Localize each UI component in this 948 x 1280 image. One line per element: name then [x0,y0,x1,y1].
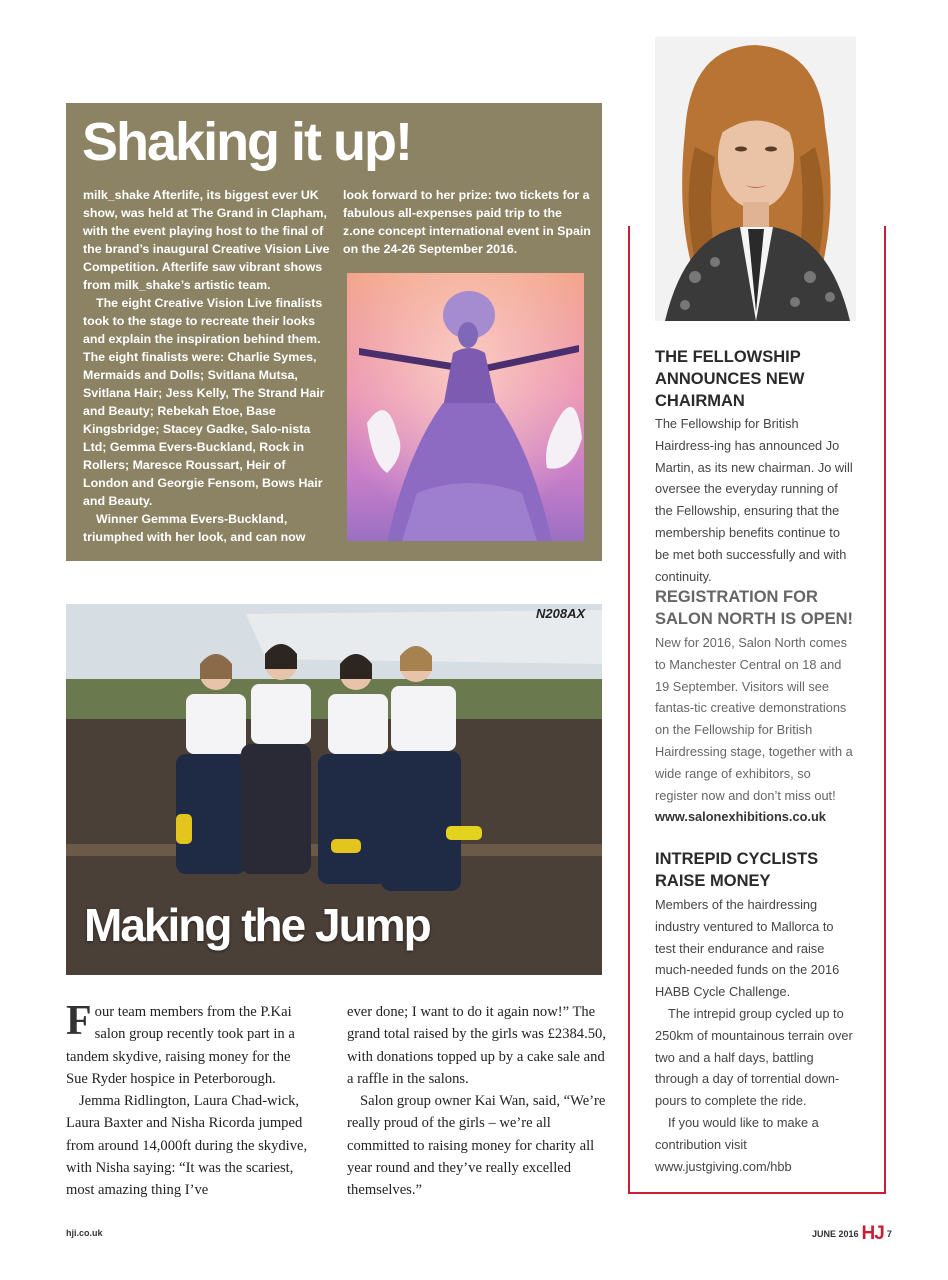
shaking-column-2 [343,186,593,258]
footer-issue-info [812,1224,892,1243]
shaking-it-up-box [66,103,602,561]
footer-site[interactable]: hji.co.uk [66,1228,103,1238]
footer-issue: JUNE 2016 [812,1228,859,1239]
shaking-column-1 [83,186,333,546]
jump-paragraph: ever done; I want to do it again now!” The grand total raised by the girls was £2384.50, with donations topped up by a cake sale and a raffle in the salons. [347,1004,606,1087]
jump-column-2 [347,1001,607,1202]
shaking-paragraph: look forward to her prize: two tickets for a fabulous all-expenses paid trip to the z.one concept international event in Spain on the 24-26 September 2016. [343,188,591,256]
fellowship-text [655,413,855,587]
skydive-team-photo [66,604,602,975]
jump-paragraph: our team members from the P.Kai salon group recently took part in a tandem skydive, raising money for the Sue Ryder hospice in Peterborough. [66,1004,295,1087]
shaking-paragraph: The eight Creative Vision Live finalists took to the stage to recreate their looks and explain the inspiration behind them. The eight finalists were: Charlie Symes, Mermaids and Dolls; Svitlana Mutsa, Svitlana Hair; Jess Kelly, The Strand Hair and Beauty; Rebekah Etoe, Base Kingsbridge; Stacey Gadke, Salo-nista Ltd; Gemma Evers-Buckland, Rock in Rollers; Maresce Roussart, Heir of London and Georgie Fensom, Bows Hair and Beauty. [83,296,325,508]
page-number: 7 [886,1228,892,1239]
cyclists-heading: INTREPID CYCLISTS RAISE MONEY [655,850,819,890]
registration-paragraph: New for 2016, Salon North comes to Manchester Central on 18 and 19 September. Visitors will see fantas-tic creative demonstrations on the Fellowship for British Hairdressing stage, together with a wide range of exhibitors, so register now and don’t miss out! [655,635,853,803]
shaking-paragraph: milk_shake Afterlife, its biggest ever UK show, was held at The Grand in Clapham, with the event playing host to the final of the brand’s inaugural Creative Vision Live Competition. Afterlife saw vibrant shows from milk_shake’s artistic team. [83,188,330,292]
dropcap: F [66,998,92,1044]
making-the-jump-title: Making the Jump [84,899,430,951]
fellowship-heading: THE FELLOWSHIP ANNOUNCES NEW CHAIRMAN [655,348,805,410]
jump-column-1 [66,998,316,1202]
salon-exhibitions-link[interactable]: www.salonexhibitions.co.uk [655,809,826,825]
registration-heading: REGISTRATION FOR SALON NORTH IS OPEN! [655,588,854,628]
cyclists-paragraph: Members of the hairdressing industry ventured to Mallorca to test their endurance and raise much-needed funds on the 2016 HABB Cycle Challenge. [655,897,840,1000]
performer-illustration [347,273,584,541]
cyclists-paragraph: If you would like to make a contribution visit www.justgiving.com/hbb [655,1114,819,1174]
jump-paragraph: Jemma Ridlington, Laura Chad-wick, Laura Baxter and Nisha Ricorda jumped from around 14,000ft during the skydive, with Nisha saying: “It was the scariest, most amazing thing I’ve [66,1093,308,1199]
cyclists-text [655,894,855,1177]
shaking-paragraph: Winner Gemma Evers-Buckland, triumphed with her look, and can now [83,512,306,544]
hj-logo: HJ [861,1223,884,1244]
plane-registration: N208AX [536,606,586,621]
fellowship-paragraph: The Fellowship for British Hairdress-ing has announced Jo Martin, as its new chairman. Jo will oversee the everyday running of the Fellowship, ensuring that the membership benefits continue to be met both successfully and with continuity. [655,416,853,584]
shaking-it-up-title: Shaking it up! [82,112,411,172]
registration-text [655,632,855,828]
performer-photo [347,273,584,541]
cyclists-paragraph: The intrepid group cycled up to 250km of mountainous terrain over two and a half days, battling through a day of torrential down-pours to complete the ride. [655,1005,853,1109]
jump-paragraph: Salon group owner Kai Wan, said, “We’re really proud of the girls – we’re all committed to raising money for charity all year round and they’ve really excelled themselves.” [347,1093,606,1199]
